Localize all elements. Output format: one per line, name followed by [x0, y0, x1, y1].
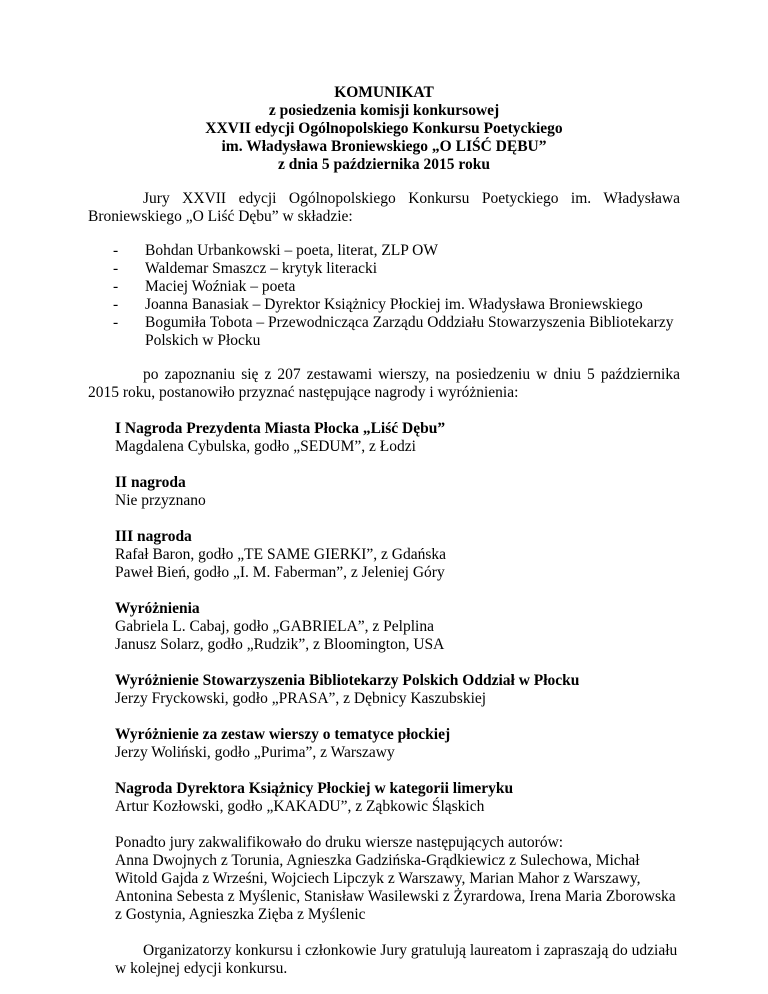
- list-dash: -: [113, 296, 119, 313]
- award-title: Wyróżnienie Stowarzyszenia Bibliotekarzy Polskich Oddział w Płocku: [115, 672, 580, 689]
- awards-section: [115, 420, 680, 978]
- award-title: I Nagroda Prezydenta Miasta Płocka „Liść Dębu”: [115, 420, 446, 437]
- header-line-4: im. Władysława Broniewskiego „O LIŚĆ DĘBU”: [221, 138, 547, 155]
- award-block: [115, 672, 680, 708]
- jury-member: - Bogumiła Tobota – Przewodnicząca Zarządu Oddziału Stowarzyszenia Bibliotekarzy Polskich w Płocku: [113, 314, 674, 349]
- list-dash: -: [113, 314, 119, 331]
- header-line-3: XXVII edycji Ogólnopolskiego Konkursu Poetyckiego: [205, 120, 563, 137]
- award-title: Nagroda Dyrektora Książnicy Płockiej w kategorii limeryku: [115, 780, 514, 797]
- award-winner: Jerzy Woliński, godło „Purima”, z Warszawy: [115, 744, 395, 761]
- document-header: [88, 84, 680, 174]
- jury-member: - Waldemar Smaszcz – krytyk literacki: [113, 260, 378, 277]
- intro-line-1: Jury XXVII edycji Ogólnopolskiego Konkursu Poetyckiego im. Władysława: [143, 190, 680, 207]
- intro-paragraph: [88, 190, 680, 226]
- award-winner: Artur Kozłowski, godło „KAKADU”, z Ząbkowic Śląskich: [115, 798, 485, 815]
- qualified-line: Anna Dwojnych z Torunia, Agnieszka Gadzińska-Grądkiewicz z Sulechowa, Michał: [115, 852, 640, 869]
- award-block: [115, 528, 680, 582]
- intro-line-2: Broniewskiego „O Liść Dębu” w składzie:: [88, 208, 353, 225]
- award-winner: Jerzy Fryckowski, godło „PRASA”, z Dębnicy Kaszubskiej: [115, 690, 487, 707]
- award-block: [115, 420, 680, 456]
- decision-paragraph: po zapoznaniu się z 207 zestawami wierszy, na posiedzeniu w dniu 5 października 2015 roku, postanowiło przyznać następujące nagrody i wyróżnienia:: [88, 366, 680, 401]
- qualified-line: z Gostynia, Agnieszka Zięba z Myślenic: [115, 906, 366, 923]
- award-title: III nagroda: [115, 528, 192, 545]
- award-winner: Nie przyznano: [115, 492, 206, 509]
- award-block: [115, 726, 680, 762]
- list-dash: -: [113, 278, 119, 295]
- award-winner: Magdalena Cybulska, godło „SEDUM”, z Łodzi: [115, 438, 416, 455]
- award-winner: Janusz Solarz, godło „Rudzik”, z Bloomington, USA: [115, 636, 445, 653]
- document-page: [88, 84, 680, 978]
- qualified-line: Witold Gajda z Wrześni, Wojciech Lipczyk z Warszawy, Marian Mahor z Warszawy,: [115, 870, 641, 887]
- document-title: KOMUNIKAT: [334, 84, 434, 101]
- jury-member: - Maciej Woźniak – poeta: [113, 278, 296, 295]
- list-dash: -: [113, 260, 119, 277]
- award-title: Wyróżnienia: [115, 600, 200, 617]
- qualified-intro: Ponadto jury zakwalifikowało do druku wiersze następujących autorów:: [115, 834, 564, 851]
- header-line-5: z dnia 5 października 2015 roku: [277, 156, 490, 173]
- qualified-line: Antonina Sebesta z Myślenic, Stanisław Wasilewski z Żyrardowa, Irena Maria Zborowska: [115, 888, 676, 905]
- header-line-2: z posiedzenia komisji konkursowej: [268, 102, 500, 119]
- award-winner: Rafał Baron, godło „TE SAME GIERKI”, z Gdańska: [115, 546, 447, 563]
- list-dash: -: [113, 242, 119, 259]
- jury-member: - Bohdan Urbankowski – poeta, literat, ZLP OW: [113, 242, 439, 259]
- jury-list: [88, 242, 680, 350]
- award-title: II nagroda: [115, 474, 186, 491]
- jury-member: - Joanna Banasiak – Dyrektor Książnicy Płockiej im. Władysława Broniewskiego: [113, 296, 643, 313]
- award-block: [115, 780, 680, 816]
- award-block: [115, 600, 680, 654]
- award-title: Wyróżnienie za zestaw wierszy o tematyce płockiej: [115, 726, 451, 743]
- award-block: [115, 474, 680, 510]
- award-winner: Paweł Bień, godło „I. M. Faberman”, z Jeleniej Góry: [115, 564, 445, 581]
- closing-paragraph: Organizatorzy konkursu i członkowie Jury gratulują laureatom i zapraszają do udziału w kolejnej edycji konkursu.: [115, 942, 678, 977]
- award-winner: Gabriela L. Cabaj, godło „GABRIELA”, z Pelplina: [115, 618, 434, 635]
- qualified-authors: [115, 834, 680, 924]
